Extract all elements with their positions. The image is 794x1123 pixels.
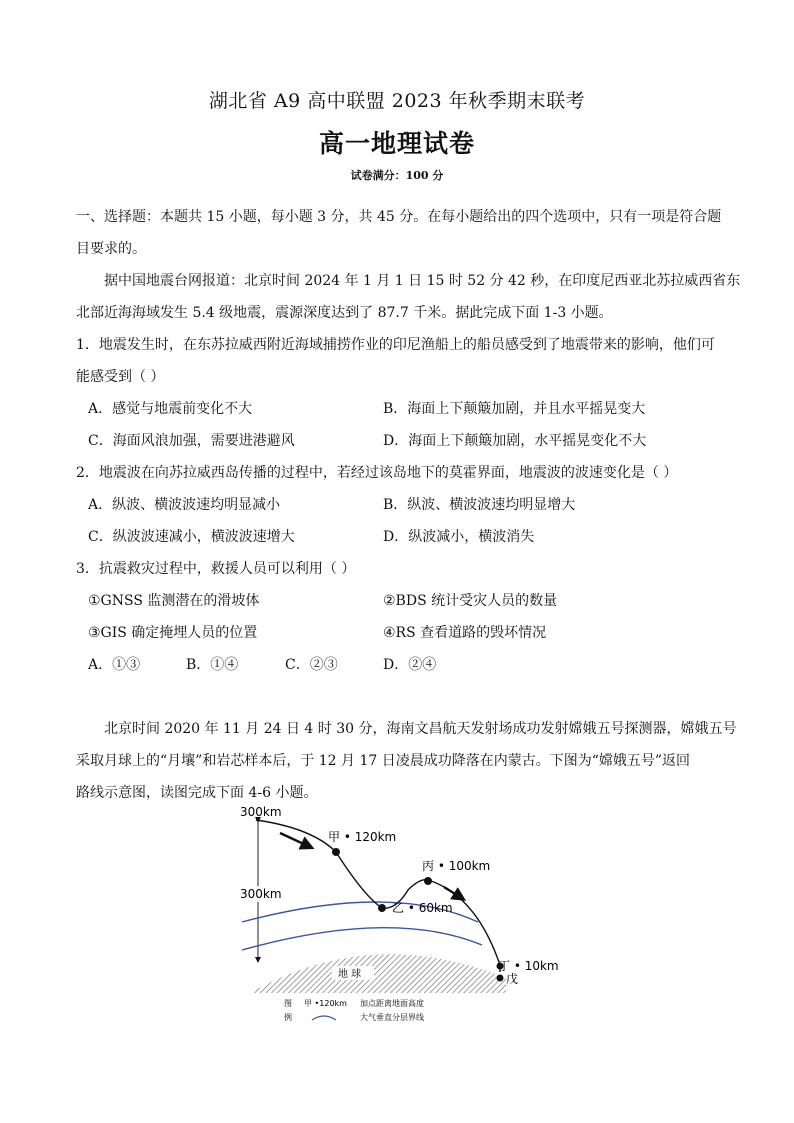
point-yi-label: 乙 • 60km [392,901,453,915]
q2-option-a: A．纵波、横波波速均明显减小 [88,497,281,513]
point-bing [424,877,432,885]
earth-label: 地 球 [338,969,362,980]
passage-2-cont: 采取月球上的“月壤”和岩芯样本后，于 12 月 17 日凌晨成功降落在内蒙古。下图为“嫦娥五号”返回 [76,753,691,769]
passage-1-cont: 北部近海海域发生 5.4 级地震，震源深度达到了 87.7 千米。据此完成下面 1-3 小题。 [76,305,613,321]
point-bing-label: 丙 • 100km [422,859,491,873]
legend-point-desc: 加点距离地面高度 [360,999,424,1008]
q3-option-c: C．②③ [285,657,338,673]
q3-option-b: B．①④ [186,657,239,673]
q1-option-c: C．海面风浪加强，需要进港避风 [88,433,295,449]
q1-option-d: D．海面上下颠簸加剧，水平摇晃变化不大 [383,433,647,449]
paper-title: 高一地理试卷 [318,129,475,158]
q3-option-a: A．①③ [88,657,141,673]
q1-option-a: A．感觉与地震前变化不大 [88,401,253,417]
legend-title-tu: 图 [284,999,292,1008]
legend-line-desc: 大气垂直分层界线 [360,1013,424,1022]
point-wu-label: 戊 [506,972,519,986]
exam-header: 湖北省 A9 高中联盟 2023 年秋季期末联考 [208,90,586,112]
question-3-stem: 3．抗震救灾过程中，救援人员可以利用（ ） [76,561,356,577]
q3-item-1: ①GNSS 监测潜在的滑坡体 [88,593,260,609]
passage-1: 据中国地震台网报道：北京时间 2024 年 1 月 1 日 15 时 52 分 42 秒，在印度尼西亚北苏拉威西省东 [104,273,741,289]
question-2-stem: 2．地震波在向苏拉威西岛传播的过程中，若经过该岛地下的莫霍界面，地震波的波速变化是（ ） [76,465,678,481]
point-jia [332,848,340,856]
q3-item-3: ③GIS 确定掩埋人员的位置 [88,625,258,641]
q1-option-b: B．海面上下颠簸加剧，并且水平摇晃变大 [383,401,646,417]
passage-2-cont-2: 路线示意图，读图完成下面 4-6 小题。 [76,785,318,801]
q2-option-d: D．纵波减小，横波消失 [383,529,535,545]
direction-arrow-2 [444,887,460,897]
side-height-label: 300km [240,887,282,901]
q2-option-c: C．纵波波速减小，横波波速增大 [88,529,295,545]
legend-title-li: 例 [284,1013,292,1022]
section-instruction-cont: 目要求的。 [76,241,146,257]
question-1-stem-cont: 能感受到（ ） [76,369,165,385]
point-wu [497,975,504,982]
q3-item-2: ②BDS 统计受灾人员的数量 [383,593,558,609]
return-route-diagram [232,800,562,1030]
question-1-stem: 1．地震发生时，在东苏拉威西附近海域捕捞作业的印尼渔船上的船员感受到了地震带来的影响，他们可 [76,337,715,353]
full-score: 试卷满分：100 分 [350,169,444,182]
section-instruction: 一、选择题：本题共 15 小题，每小题 3 分，共 45 分。在每小题给出的四个选项中，只有一项是符合题 [76,209,722,225]
atmosphere-boundary-lower [242,928,482,950]
route-diagram-svg [232,800,562,1030]
point-jia-label: 甲 • 120km [328,830,397,844]
top-height-label: 300km [240,805,282,819]
legend-point-sample: 甲 •120km [304,999,347,1008]
point-yi [378,904,386,912]
passage-2: 北京时间 2020 年 11 月 24 日 4 时 30 分，海南文昌航天发射场成功发射嫦娥五号探测器，嫦娥五号 [104,721,737,737]
legend-line-sample [312,1016,336,1020]
point-ding-label: 丁 • 10km [498,959,559,973]
q2-option-b: B．纵波、横波波速均明显增大 [383,497,576,513]
q3-item-4: ④RS 查看道路的毁坏情况 [383,625,547,641]
q3-option-d: D．②④ [383,657,437,673]
earth-surface [250,954,506,993]
direction-arrow-1 [280,833,308,846]
